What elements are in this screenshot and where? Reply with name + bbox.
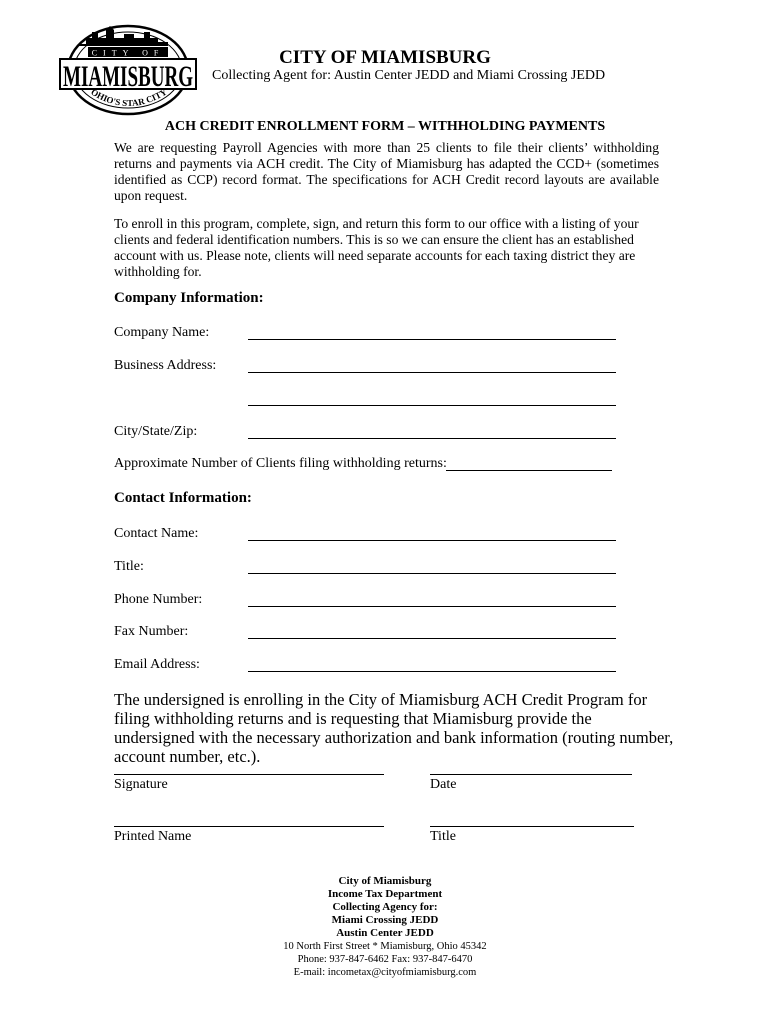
- signer-title-label: Title: [430, 829, 456, 844]
- intro-paragraph-1: We are requesting Payroll Agencies with more than 25 clients to file their clients’ withholding returns and payments via ACH credit. The City of Miamisburg has adapted the CCD+ (sometimes identified as CCP) record format. The specifications for ACH Credit record layouts are available upon request.: [114, 140, 659, 203]
- printed-name-label: Printed Name: [114, 829, 192, 844]
- city-state-zip-label: City/State/Zip:: [114, 424, 198, 439]
- footer-austin-center: Austin Center JEDD: [336, 927, 434, 939]
- email-address-field[interactable]: [248, 671, 616, 672]
- enrollment-statement: The undersigned is enrolling in the City of Miamisburg ACH Credit Program for filing withholding returns and is requesting that Miamisburg provide the undersigned with the necessary authorization and bank information (routing number, account number, etc.).: [114, 690, 674, 766]
- fax-number-label: Fax Number:: [114, 624, 189, 639]
- phone-number-field[interactable]: [248, 606, 616, 607]
- footer-city: City of Miamisburg: [338, 875, 432, 887]
- contact-name-field[interactable]: [248, 540, 616, 541]
- footer-address: 10 North First Street * Miamisburg, Ohio 45342: [283, 941, 487, 952]
- intro-paragraph-2: To enroll in this program, complete, sign, and return this form to our office with a listing of your clients and federal identification numbers. This is so we can ensure the client has an established account with us. Please note, clients will need separate accounts for each taxing district they are withholding for.: [114, 216, 639, 279]
- fax-number-field[interactable]: [248, 638, 616, 639]
- contact-title-label: Title:: [114, 559, 144, 574]
- business-address-field[interactable]: [248, 372, 616, 373]
- footer-email[interactable]: E-mail: incometax@cityofmiamisburg.com: [293, 967, 477, 978]
- city-logo-emblem: [58, 22, 198, 122]
- city-state-zip-field[interactable]: [248, 438, 616, 439]
- business-address-label: Business Address:: [114, 358, 217, 373]
- contact-name-label: Contact Name:: [114, 526, 199, 541]
- footer-collecting-agency: Collecting Agency for:: [332, 901, 438, 913]
- logo-name: MIAMISBURG: [63, 60, 193, 93]
- footer-miami-crossing: Miami Crossing JEDD: [331, 914, 439, 926]
- company-name-field[interactable]: [248, 339, 616, 340]
- signature-field[interactable]: [114, 774, 384, 775]
- form-title: ACH CREDIT ENROLLMENT FORM – WITHHOLDING PAYMENTS: [164, 119, 606, 134]
- page-subtitle: Collecting Agent for: Austin Center JEDD and Miami Crossing JEDD: [212, 68, 606, 83]
- logo-top-text: CITY OF: [91, 48, 165, 58]
- footer-phone-fax: Phone: 937-847-6462 Fax: 937-847-6470: [297, 954, 473, 965]
- company-name-label: Company Name:: [114, 325, 210, 340]
- contact-info-heading: Contact Information:: [114, 490, 252, 506]
- date-field[interactable]: [430, 774, 632, 775]
- signature-label: Signature: [114, 777, 168, 792]
- logo-slogan: OHIO'S STAR CITY: [89, 86, 169, 109]
- clients-count-label: Approximate Number of Clients filing withholding returns:: [114, 456, 447, 471]
- business-address-field-line2[interactable]: [248, 405, 616, 406]
- date-label: Date: [430, 777, 457, 792]
- page-title: CITY OF MIAMISBURG: [279, 47, 491, 68]
- footer: [0, 875, 770, 979]
- printed-name-field[interactable]: [114, 826, 384, 827]
- contact-title-field[interactable]: [248, 573, 616, 574]
- company-info-heading: Company Information:: [114, 290, 264, 306]
- footer-department: Income Tax Department: [327, 888, 443, 900]
- phone-number-label: Phone Number:: [114, 592, 203, 607]
- city-logo: [58, 22, 198, 122]
- email-address-label: Email Address:: [114, 657, 200, 672]
- signer-title-field[interactable]: [430, 826, 634, 827]
- clients-count-field[interactable]: [446, 470, 612, 471]
